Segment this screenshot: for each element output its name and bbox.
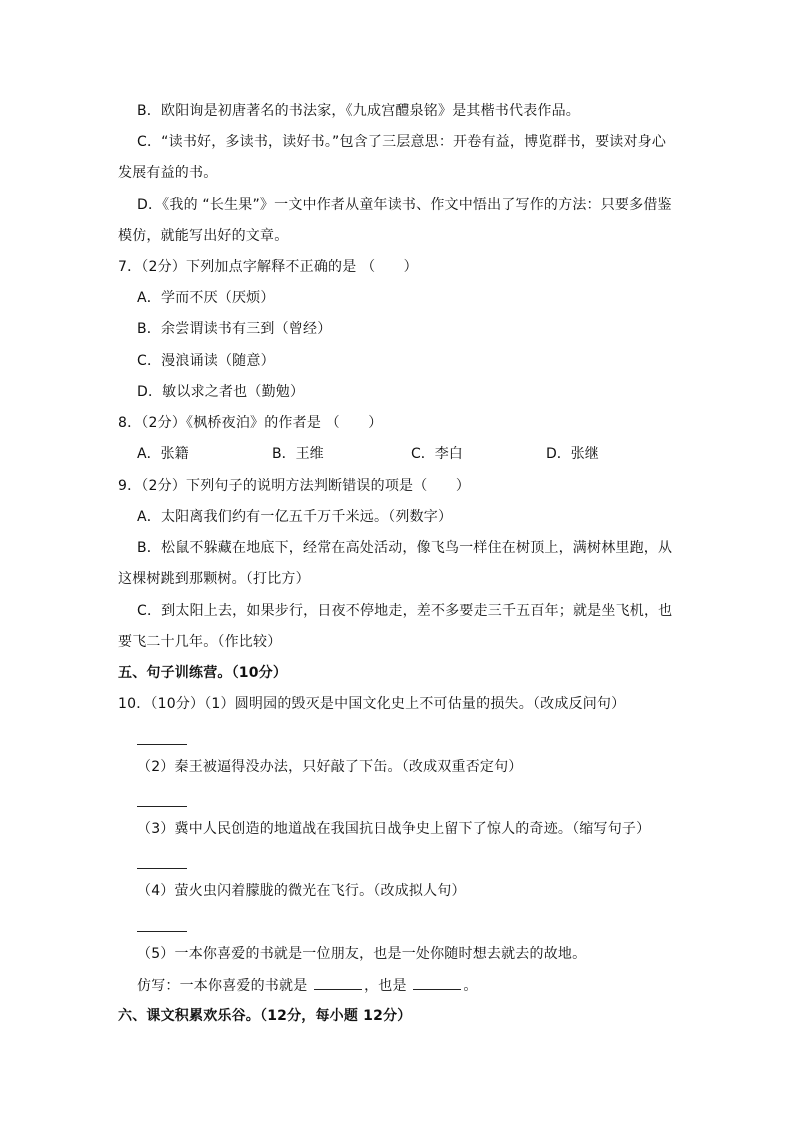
q8-option-d: D．张继: [546, 446, 599, 462]
imitate-end: 。: [463, 978, 478, 994]
q7-stem: 7．（2分）下列加点字解释不正确的是 （ ）: [118, 259, 418, 275]
q9-option-c-line1: C．到太阳上去，如果步行，日夜不停地走，差不多要走三千五百年；就是坐飞机，也: [137, 603, 673, 619]
q8-option-b: B．王维: [272, 446, 324, 462]
q10-sub2: （2）秦王被逼得没办法，只好敲了下缶。（改成双重否定句）: [137, 759, 523, 775]
q6-option-d-line2: 模仿，就能写出好的文章。: [118, 228, 289, 244]
q6-option-c-line2: 发展有益的书。: [118, 165, 218, 181]
q8-option-c: C．李白: [411, 446, 463, 462]
section-6-title: 六、课文积累欢乐谷。（12分，每小题 12分）: [118, 1008, 412, 1024]
imitate-blank-1[interactable]: [314, 975, 362, 990]
q10-answer-line-4[interactable]: [137, 931, 187, 932]
q8-stem: 8．（2分）《枫桥夜泊》的作者是 （ ）: [118, 415, 383, 431]
q10-sub1: 10．（10分）（1）圆明园的毁灭是中国文化史上不可估量的损失。（改成反问句）: [118, 696, 626, 712]
q7-option-b: B．余尝谓读书有三到（曾经）: [137, 321, 332, 337]
q6-option-b: B．欧阳询是初唐著名的书法家，《九成宫醴泉铭》是其楷书代表作品。: [137, 103, 581, 119]
q6-option-c-line1: C．“读书好，多读书，读好书。”包含了三层意思：开卷有益，博览群书，要读对身心: [137, 134, 667, 150]
q10-answer-line-2[interactable]: [137, 806, 187, 807]
q7-option-a: A．学而不厌（厌烦）: [137, 290, 275, 306]
section-5-title: 五、句子训练营。（10分）: [118, 665, 288, 681]
q9-option-b-line1: B．松鼠不躲藏在地底下，经常在高处活动，像飞鸟一样住在树顶上，满树林里跑，从: [137, 540, 673, 556]
q7-option-c: C．漫浪诵读（随意）: [137, 353, 275, 369]
imitate-mid: ，也是: [364, 978, 407, 994]
q10-answer-line-1[interactable]: [137, 744, 187, 745]
q10-sub4: （4）萤火虫闪着朦胧的微光在飞行。（改成拟人句）: [137, 883, 466, 899]
q8-option-a: A．张籍: [137, 446, 189, 462]
q10-imitate-line: [137, 975, 478, 996]
q6-option-d-line1: D．《我的 “长生果”》一文中作者从童年读书、作文中悟出了写作的方法：只要多借鉴: [137, 197, 672, 213]
q9-option-a: A．太阳离我们约有一亿五千万千米远。（列数字）: [137, 509, 453, 525]
imitate-prefix: 仿写：一本你喜爱的书就是: [137, 978, 308, 994]
imitate-blank-2[interactable]: [413, 975, 461, 990]
q9-stem: 9．（2分）下列句子的说明方法判断错误的项是（ ）: [118, 478, 471, 494]
q7-option-d: D．敏以求之者也（勤勉）: [137, 384, 305, 400]
q9-option-c-line2: 要飞二十几年。（作比较）: [118, 634, 282, 650]
q10-sub5: （5）一本你喜爱的书就是一位朋友，也是一处你随时想去就去的故地。: [137, 946, 587, 962]
q10-sub3: （3）冀中人民创造的地道战在我国抗日战争史上留下了惊人的奇迹。（缩写句子）: [137, 821, 651, 837]
q9-option-b-line2: 这棵树跳到那颗树。（打比方）: [118, 571, 310, 587]
q10-answer-line-3[interactable]: [137, 868, 187, 869]
